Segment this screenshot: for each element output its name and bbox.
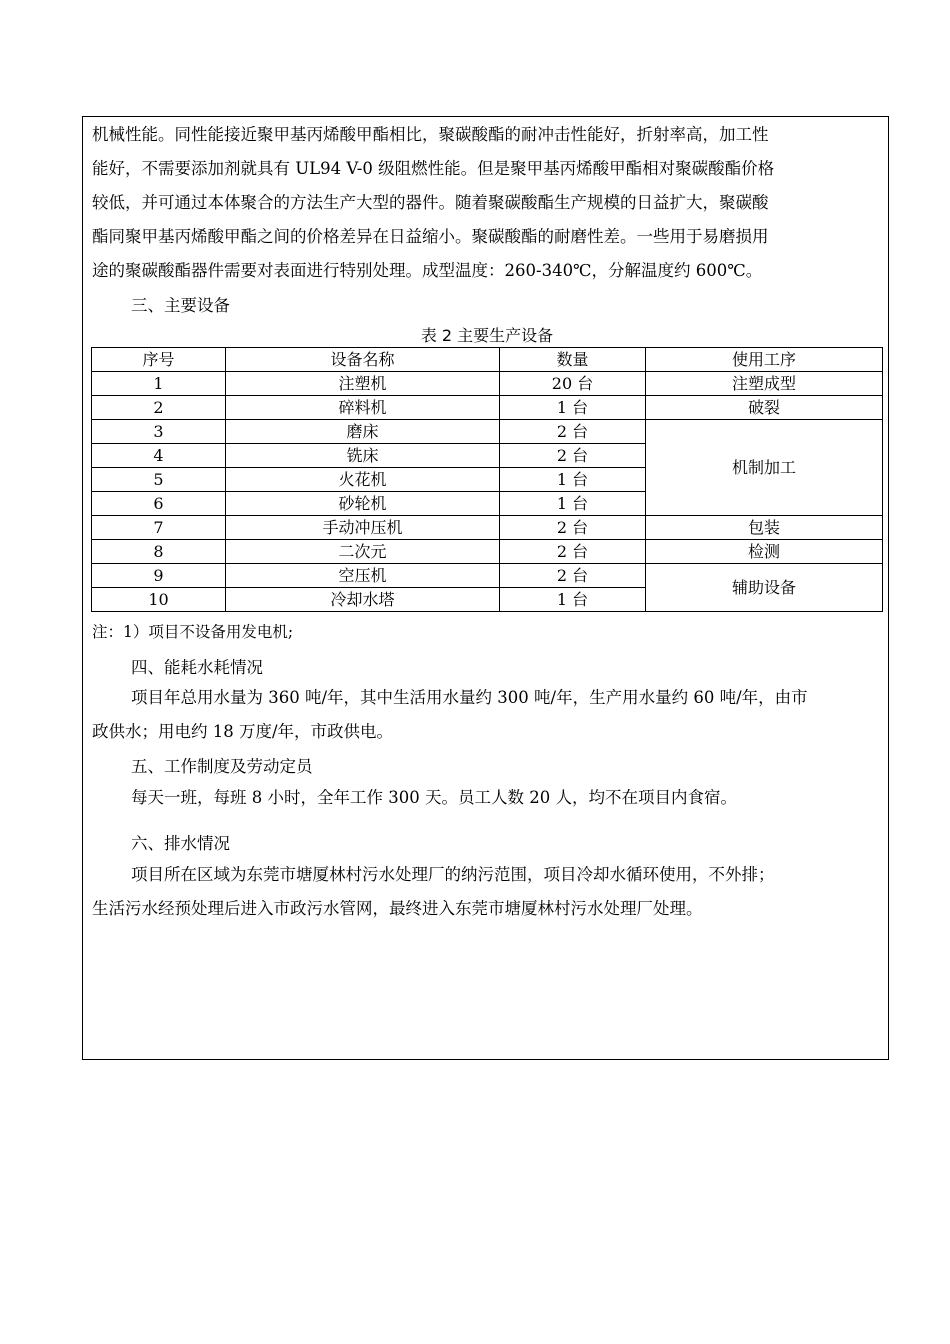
row-no: 6	[92, 492, 226, 516]
section4-heading: 四、能耗水耗情况	[131, 658, 263, 677]
row-name: 铣床	[226, 444, 500, 468]
intro-line-1: 机械性能。同性能接近聚甲基丙烯酸甲酯相比，聚碳酸酯的耐冲击性能好，折射率高，加工性	[92, 125, 769, 144]
row-no: 2	[92, 396, 226, 420]
header-process: 使用工序	[646, 348, 883, 372]
row-no: 3	[92, 420, 226, 444]
row-qty: 2 台	[500, 420, 646, 444]
row-name: 注塑机	[226, 372, 500, 396]
row-qty: 1 台	[500, 396, 646, 420]
section6-heading: 六、排水情况	[131, 834, 230, 853]
section5-heading: 五、工作制度及劳动定员	[131, 757, 313, 776]
row-qty: 2 台	[500, 516, 646, 540]
header-name: 设备名称	[226, 348, 500, 372]
row-qty: 1 台	[500, 588, 646, 612]
row-qty: 20 台	[500, 372, 646, 396]
intro-line-5: 途的聚碳酸酯器件需要对表面进行特别处理。成型温度：260-340℃，分解温度约 600℃。	[92, 261, 763, 280]
table-row	[92, 564, 883, 588]
row-qty: 1 台	[500, 468, 646, 492]
row-no: 7	[92, 516, 226, 540]
row-qty: 2 台	[500, 564, 646, 588]
section4-line-2: 政供水；用电约 18 万度/年，市政供电。	[92, 722, 394, 741]
intro-line-2: 能好，不需要添加剂就具有 UL94 V-0 级阻燃性能。但是聚甲基丙烯酸甲酯相对聚碳酸酯价格	[92, 159, 775, 178]
row-process: 注塑成型	[646, 372, 883, 396]
intro-line-4: 酯同聚甲基丙烯酸甲酯之间的价格差异在日益缩小。聚碳酸酯的耐磨性差。一些用于易磨损用	[92, 227, 769, 246]
header-no: 序号	[92, 348, 226, 372]
row-process: 包装	[646, 516, 883, 540]
row-name: 磨床	[226, 420, 500, 444]
row-qty: 2 台	[500, 444, 646, 468]
table-header-row	[92, 348, 883, 372]
table-row	[92, 540, 883, 564]
table-row	[92, 420, 883, 444]
row-name: 碎料机	[226, 396, 500, 420]
row-name: 砂轮机	[226, 492, 500, 516]
row-no: 8	[92, 540, 226, 564]
row-process-merged: 机制加工	[646, 420, 883, 516]
section3-heading: 三、主要设备	[131, 296, 230, 315]
row-process: 破裂	[646, 396, 883, 420]
row-name: 二次元	[226, 540, 500, 564]
row-name: 火花机	[226, 468, 500, 492]
table-title: 表 2 主要生产设备	[420, 326, 554, 345]
section4-line-1: 项目年总用水量为 360 吨/年，其中生活用水量约 300 吨/年，生产用水量约 60 吨/年，由市	[131, 688, 808, 707]
section6-line-1: 项目所在区域为东莞市塘厦林村污水处理厂的纳污范围，项目冷却水循环使用，不外排；	[131, 865, 775, 884]
table-row	[92, 396, 883, 420]
row-no: 5	[92, 468, 226, 492]
header-qty: 数量	[500, 348, 646, 372]
table-row	[92, 372, 883, 396]
equipment-table	[91, 347, 883, 612]
row-no: 4	[92, 444, 226, 468]
row-name: 空压机	[226, 564, 500, 588]
row-process: 检测	[646, 540, 883, 564]
row-no: 10	[92, 588, 226, 612]
intro-line-3: 较低，并可通过本体聚合的方法生产大型的器件。随着聚碳酸酯生产规模的日益扩大，聚碳酸	[92, 193, 769, 212]
table-row	[92, 516, 883, 540]
table-note: 注：1）项目不设备用发电机;	[92, 623, 294, 641]
row-process-merged: 辅助设备	[646, 564, 883, 612]
row-name: 手动冲压机	[226, 516, 500, 540]
row-qty: 1 台	[500, 492, 646, 516]
row-qty: 2 台	[500, 540, 646, 564]
row-name: 冷却水塔	[226, 588, 500, 612]
row-no: 1	[92, 372, 226, 396]
section5-line-1: 每天一班，每班 8 小时，全年工作 300 天。员工人数 20 人，均不在项目内食宿。	[131, 788, 737, 807]
row-no: 9	[92, 564, 226, 588]
section6-line-2: 生活污水经预处理后进入市政污水管网，最终进入东莞市塘厦林村污水处理厂处理。	[92, 899, 703, 918]
